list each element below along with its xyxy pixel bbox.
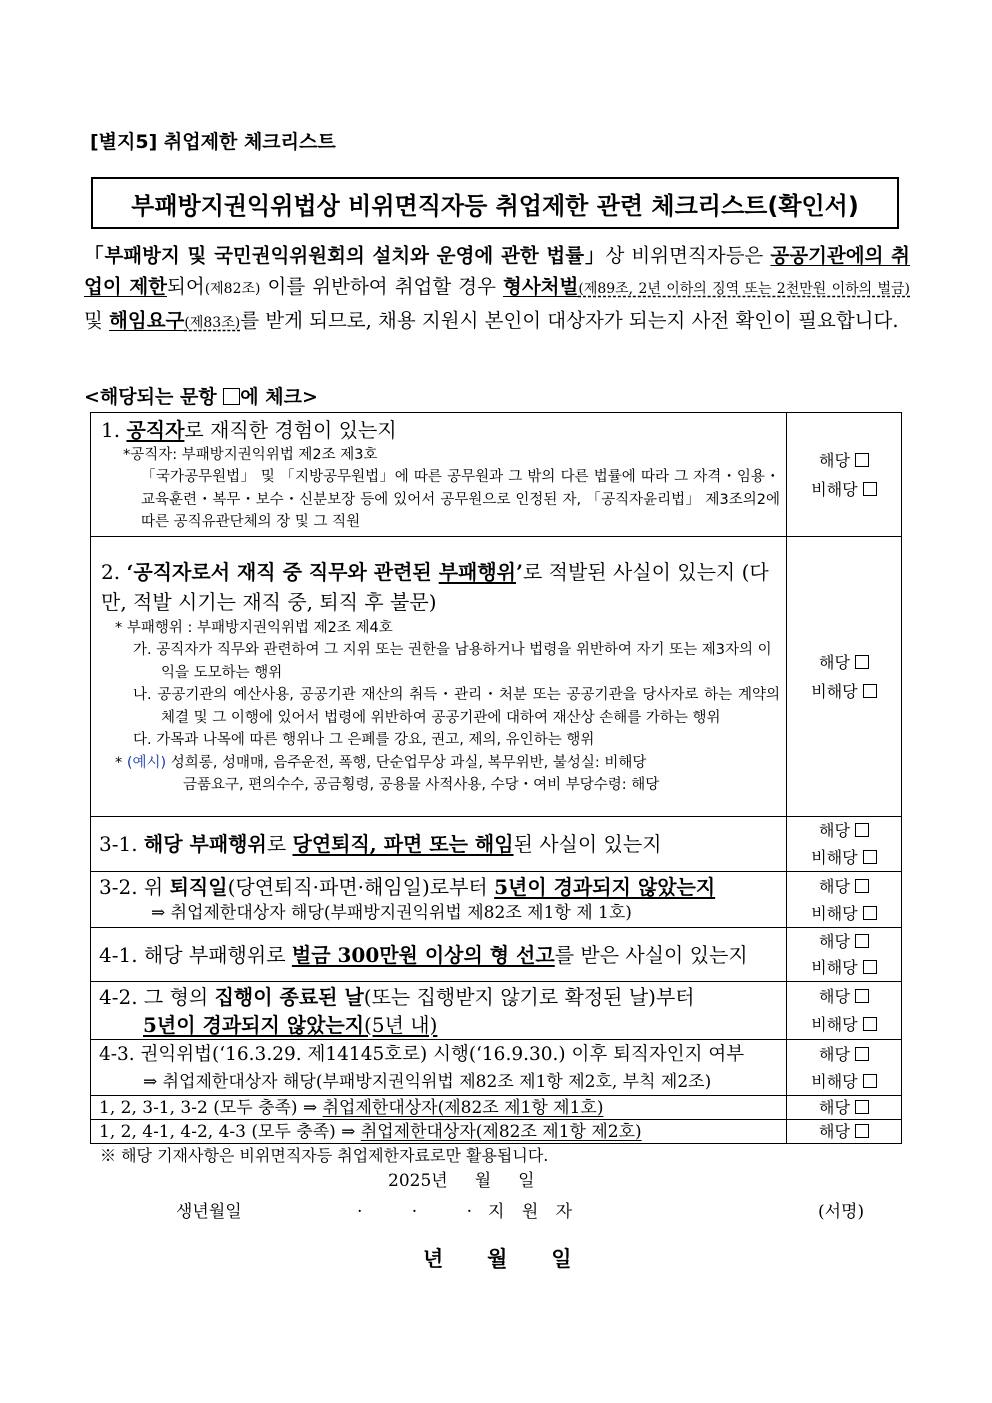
intro-criminal-penalty: 형사처벌: [503, 275, 579, 298]
intro-dismissal-request: 해임요구: [109, 309, 185, 332]
option-label: 해당: [818, 876, 850, 896]
intro-text: 및: [84, 309, 110, 332]
summary-result: 취업제한대상자(제82조 제1항 제1호): [322, 1097, 604, 1118]
table-row: [91, 537, 902, 817]
table-row: [91, 872, 902, 928]
question-number: 4-2. 그 형의: [99, 984, 215, 1009]
birth-label: 생년월일: [176, 1202, 242, 1222]
note-item: 다. 가목과 나목에 따른 행위나 그 은폐를 강요, 권고, 제의, 유인하는 행위: [133, 732, 595, 748]
option-yes[interactable]: [787, 1097, 901, 1119]
question-strong: 해당 부패행위: [143, 832, 267, 856]
checkbox-icon[interactable]: [863, 482, 877, 496]
option-label: 비해당: [811, 681, 858, 701]
option-yes[interactable]: [787, 446, 901, 475]
question-strong: 부패행위: [438, 559, 516, 584]
question-text: 로 재직한 경험이 있는지: [184, 417, 397, 442]
answer-cell: [787, 1120, 902, 1144]
question-strong: ’: [516, 559, 523, 584]
question-number: 3-1.: [99, 832, 144, 856]
table-row: [91, 1120, 902, 1144]
intro-text: 상 비위면직자등은: [605, 244, 771, 267]
table-row: [91, 1096, 902, 1120]
intro-paragraph: [84, 240, 910, 339]
summary-2: [91, 1120, 787, 1144]
option-yes[interactable]: [787, 873, 901, 900]
option-label: 해당: [818, 1044, 850, 1064]
question-text: 로 적발된 사실이 있는지 (다만, 적발 시기는 재직 중, 퇴직 후 불문): [101, 559, 769, 614]
answer-cell: [787, 1096, 902, 1120]
question-strong: 벌금 300만원 이상의 형 선고: [291, 942, 555, 967]
question-text: 를 받은 사실이 있는지: [554, 942, 748, 967]
question-strong: 5년이 경과되지 않았는지: [143, 1012, 365, 1037]
option-yes[interactable]: [787, 1041, 901, 1068]
question-text: 로: [266, 832, 293, 856]
note-item: 가. 공직자가 직무와 관련하여 그 지위 또는 권한을 남용하거나 법령을 위반하여 자기 또는 제3자의 이익을 도모하는 행위: [133, 642, 772, 681]
answer-cell: [787, 817, 902, 872]
checkbox-icon[interactable]: [863, 850, 877, 864]
question-number: 1.: [101, 417, 127, 442]
intro-law-name: 「부패방지 및 국민권익위원회의 설치와 운영에 관한 법률」: [84, 244, 606, 267]
checkbox-icon[interactable]: [863, 906, 877, 920]
option-no[interactable]: [787, 677, 901, 706]
question-strong: 당연퇴직, 파면 또는 해임: [292, 832, 514, 856]
question-3-2: [91, 872, 787, 928]
checklist-table: [90, 412, 902, 1144]
checkbox-icon[interactable]: [855, 879, 869, 893]
birth-date-field[interactable]: . . .: [357, 1197, 495, 1217]
option-label: 비해당: [811, 479, 858, 499]
intro-article: (제82조): [204, 281, 261, 297]
intro-penalty-detail: (제89조, 2년 이하의 징역 또는 2천만원 이하의 벌금): [578, 281, 910, 297]
question-text: (당연퇴직·파면·해임일)로부터: [227, 874, 495, 899]
answer-cell: [787, 537, 902, 817]
checkbox-icon: [223, 388, 240, 405]
attachment-label: [별지5] 취업제한 체크리스트: [90, 131, 336, 153]
table-row: [91, 982, 902, 1040]
option-label: 비해당: [811, 903, 858, 923]
question-strong: 집행이 종료된 날: [214, 984, 364, 1009]
option-label: 해당: [818, 450, 850, 470]
question-4-3: [91, 1040, 787, 1096]
table-row: [91, 413, 902, 537]
summary-text: 1, 2, 3-1, 3-2 (모두 충족) ⇒: [99, 1097, 323, 1118]
table-row: [91, 817, 902, 872]
option-label: 비해당: [811, 957, 858, 977]
checkbox-icon[interactable]: [855, 989, 869, 1003]
checkbox-icon[interactable]: [855, 1047, 869, 1061]
option-no[interactable]: [787, 955, 901, 981]
option-yes[interactable]: [787, 1121, 901, 1143]
date-line: 2025년 월 일: [388, 1171, 535, 1191]
result-line: ⇒ 취업제한대상자 해당(부패방지권익위법 제82조 제1항 제 1호): [151, 902, 632, 923]
note-head: * 부패행위 : 부패방지권익위법 제2조 제4호: [115, 619, 393, 636]
answer-cell: [787, 928, 902, 982]
checkbox-icon[interactable]: [855, 1100, 869, 1114]
intro-text: 이를 위반하여 취업할 경우: [260, 275, 503, 298]
example-label: (예시): [126, 754, 167, 771]
summary-1: [91, 1096, 787, 1120]
checkbox-icon[interactable]: [863, 960, 877, 974]
document-title-text: 부패방지권익위법상 비위면직자등 취업제한 관련 체크리스트(확인서): [131, 191, 859, 220]
document-title: [91, 177, 899, 229]
answer-cell: [787, 1040, 902, 1096]
option-no[interactable]: [787, 475, 901, 504]
example-line: 성희롱, 성매매, 음주운전, 폭행, 단순업무상 과실, 복무위반, 불성실: 비해당: [166, 754, 647, 771]
option-no[interactable]: [787, 844, 901, 871]
answer-cell: [787, 872, 902, 928]
option-label: 비해당: [811, 1071, 858, 1091]
intro-text: 를 받게 되므로, 채용 지원시 본인이 대상자가 되는지 사전 확인이 필요합니다.: [240, 309, 899, 332]
intro-employment-restriction: 공공기관에의 취업이 제한: [84, 244, 911, 298]
question-strong: 퇴직일: [169, 874, 228, 899]
option-label: 비해당: [811, 1014, 858, 1034]
checkbox-icon[interactable]: [863, 1017, 877, 1031]
answer-cell: [787, 982, 902, 1040]
checkbox-icon[interactable]: [855, 1124, 869, 1138]
option-no[interactable]: [787, 1011, 901, 1039]
note-head: *공직자: 부패방지권익위법 제2조 제3호: [123, 446, 378, 463]
checkbox-icon[interactable]: [855, 655, 869, 669]
question-number: 3-2. 위: [99, 874, 170, 899]
bottom-date: 년 월 일: [423, 1246, 572, 1271]
question-text: 된 사실이 있는지: [513, 832, 662, 856]
option-yes[interactable]: [787, 817, 901, 844]
option-label: 해당: [818, 652, 850, 672]
signature-field[interactable]: (서명): [818, 1202, 865, 1222]
question-strong: 공직자: [126, 417, 185, 442]
question-3-1: [91, 817, 787, 872]
example-line: 금품요구, 편의수수, 공금횡령, 공용물 사적사용, 수당・여비 부당수령: 해당: [183, 777, 660, 793]
summary-result: 취업제한대상자(제82조 제1항 제2호): [360, 1121, 642, 1142]
checkbox-icon[interactable]: [863, 1074, 877, 1088]
question-text: (또는 집행받지 않기로 확정된 날)부터: [363, 984, 695, 1009]
summary-text: 1, 2, 4-1, 4-2, 4-3 (모두 충족) ⇒: [99, 1121, 361, 1142]
question-strong: ‘공직자로서 재직 중 직무와 관련된: [126, 559, 439, 584]
option-yes[interactable]: [787, 983, 901, 1011]
question-4-2: [91, 982, 787, 1040]
applicant-label: 지 원 자: [488, 1202, 579, 1222]
option-label: 비해당: [811, 848, 858, 867]
question-number: 4-1. 해당 부패행위로: [99, 942, 292, 967]
question-text: 4-3. 권익위법(‘16.3.29. 제14145호로) 시행(‘16.9.30.) 이후 퇴직자인지 여부: [99, 1043, 745, 1065]
note-item: 나. 공공기관의 예산사용, 공공기관 재산의 취득・관리・처분 또는 공공기관을 당사자로 하는 계약의 체결 및 그 이행에 있어서 법령에 위반하여 공공기관에 대하여 재산상 손해를 가하는 행위: [133, 687, 780, 726]
answer-cell: [787, 413, 902, 537]
example-star: *: [115, 754, 127, 771]
table-row: [91, 928, 902, 982]
question-text: (5년 내): [364, 1012, 438, 1037]
checkbox-icon[interactable]: [863, 684, 877, 698]
check-heading-text: 에 체크>: [240, 386, 318, 408]
checkbox-icon[interactable]: [855, 453, 869, 467]
result-line: ⇒ 취업제한대상자 해당(부패방지권익위법 제82조 제1항 제2호, 부칙 제2조): [143, 1071, 712, 1092]
intro-text: 되어: [167, 275, 205, 298]
option-label: 해당: [818, 1121, 850, 1141]
option-label: 해당: [818, 821, 850, 840]
option-no[interactable]: [787, 1068, 901, 1095]
question-1: [91, 413, 787, 537]
option-label: 해당: [818, 931, 850, 951]
footnote: ※ 해당 기재사항은 비위면직자등 취업제한자료로만 활용됩니다.: [100, 1146, 549, 1165]
check-heading-text: <해당되는 문항: [84, 386, 224, 408]
checkbox-icon[interactable]: [855, 823, 869, 837]
checkbox-icon[interactable]: [855, 934, 869, 948]
option-yes[interactable]: [787, 929, 901, 955]
question-strong: 5년이 경과되지 않았는지: [494, 874, 716, 899]
intro-article: (제83조): [184, 315, 241, 331]
question-number: 2.: [101, 559, 127, 584]
table-row: [91, 1040, 902, 1096]
question-4-1: [91, 928, 787, 982]
option-yes[interactable]: [787, 648, 901, 677]
option-no[interactable]: [787, 900, 901, 927]
question-2: [91, 537, 787, 817]
option-label: 해당: [818, 986, 850, 1006]
note-body: 「국가공무원법」 및 「지방공무원법」에 따른 공무원과 그 밖의 다른 법률에 따라 그 자격・임용・교육훈련・복무・보수・신분보장 등에 있어서 공무원으로 인정된 자, 「공직자윤리법」 제3조의2에 따른 공직유관단체의 장 및 그 직원: [141, 469, 780, 530]
check-heading: [84, 382, 318, 409]
option-label: 해당: [818, 1097, 850, 1117]
